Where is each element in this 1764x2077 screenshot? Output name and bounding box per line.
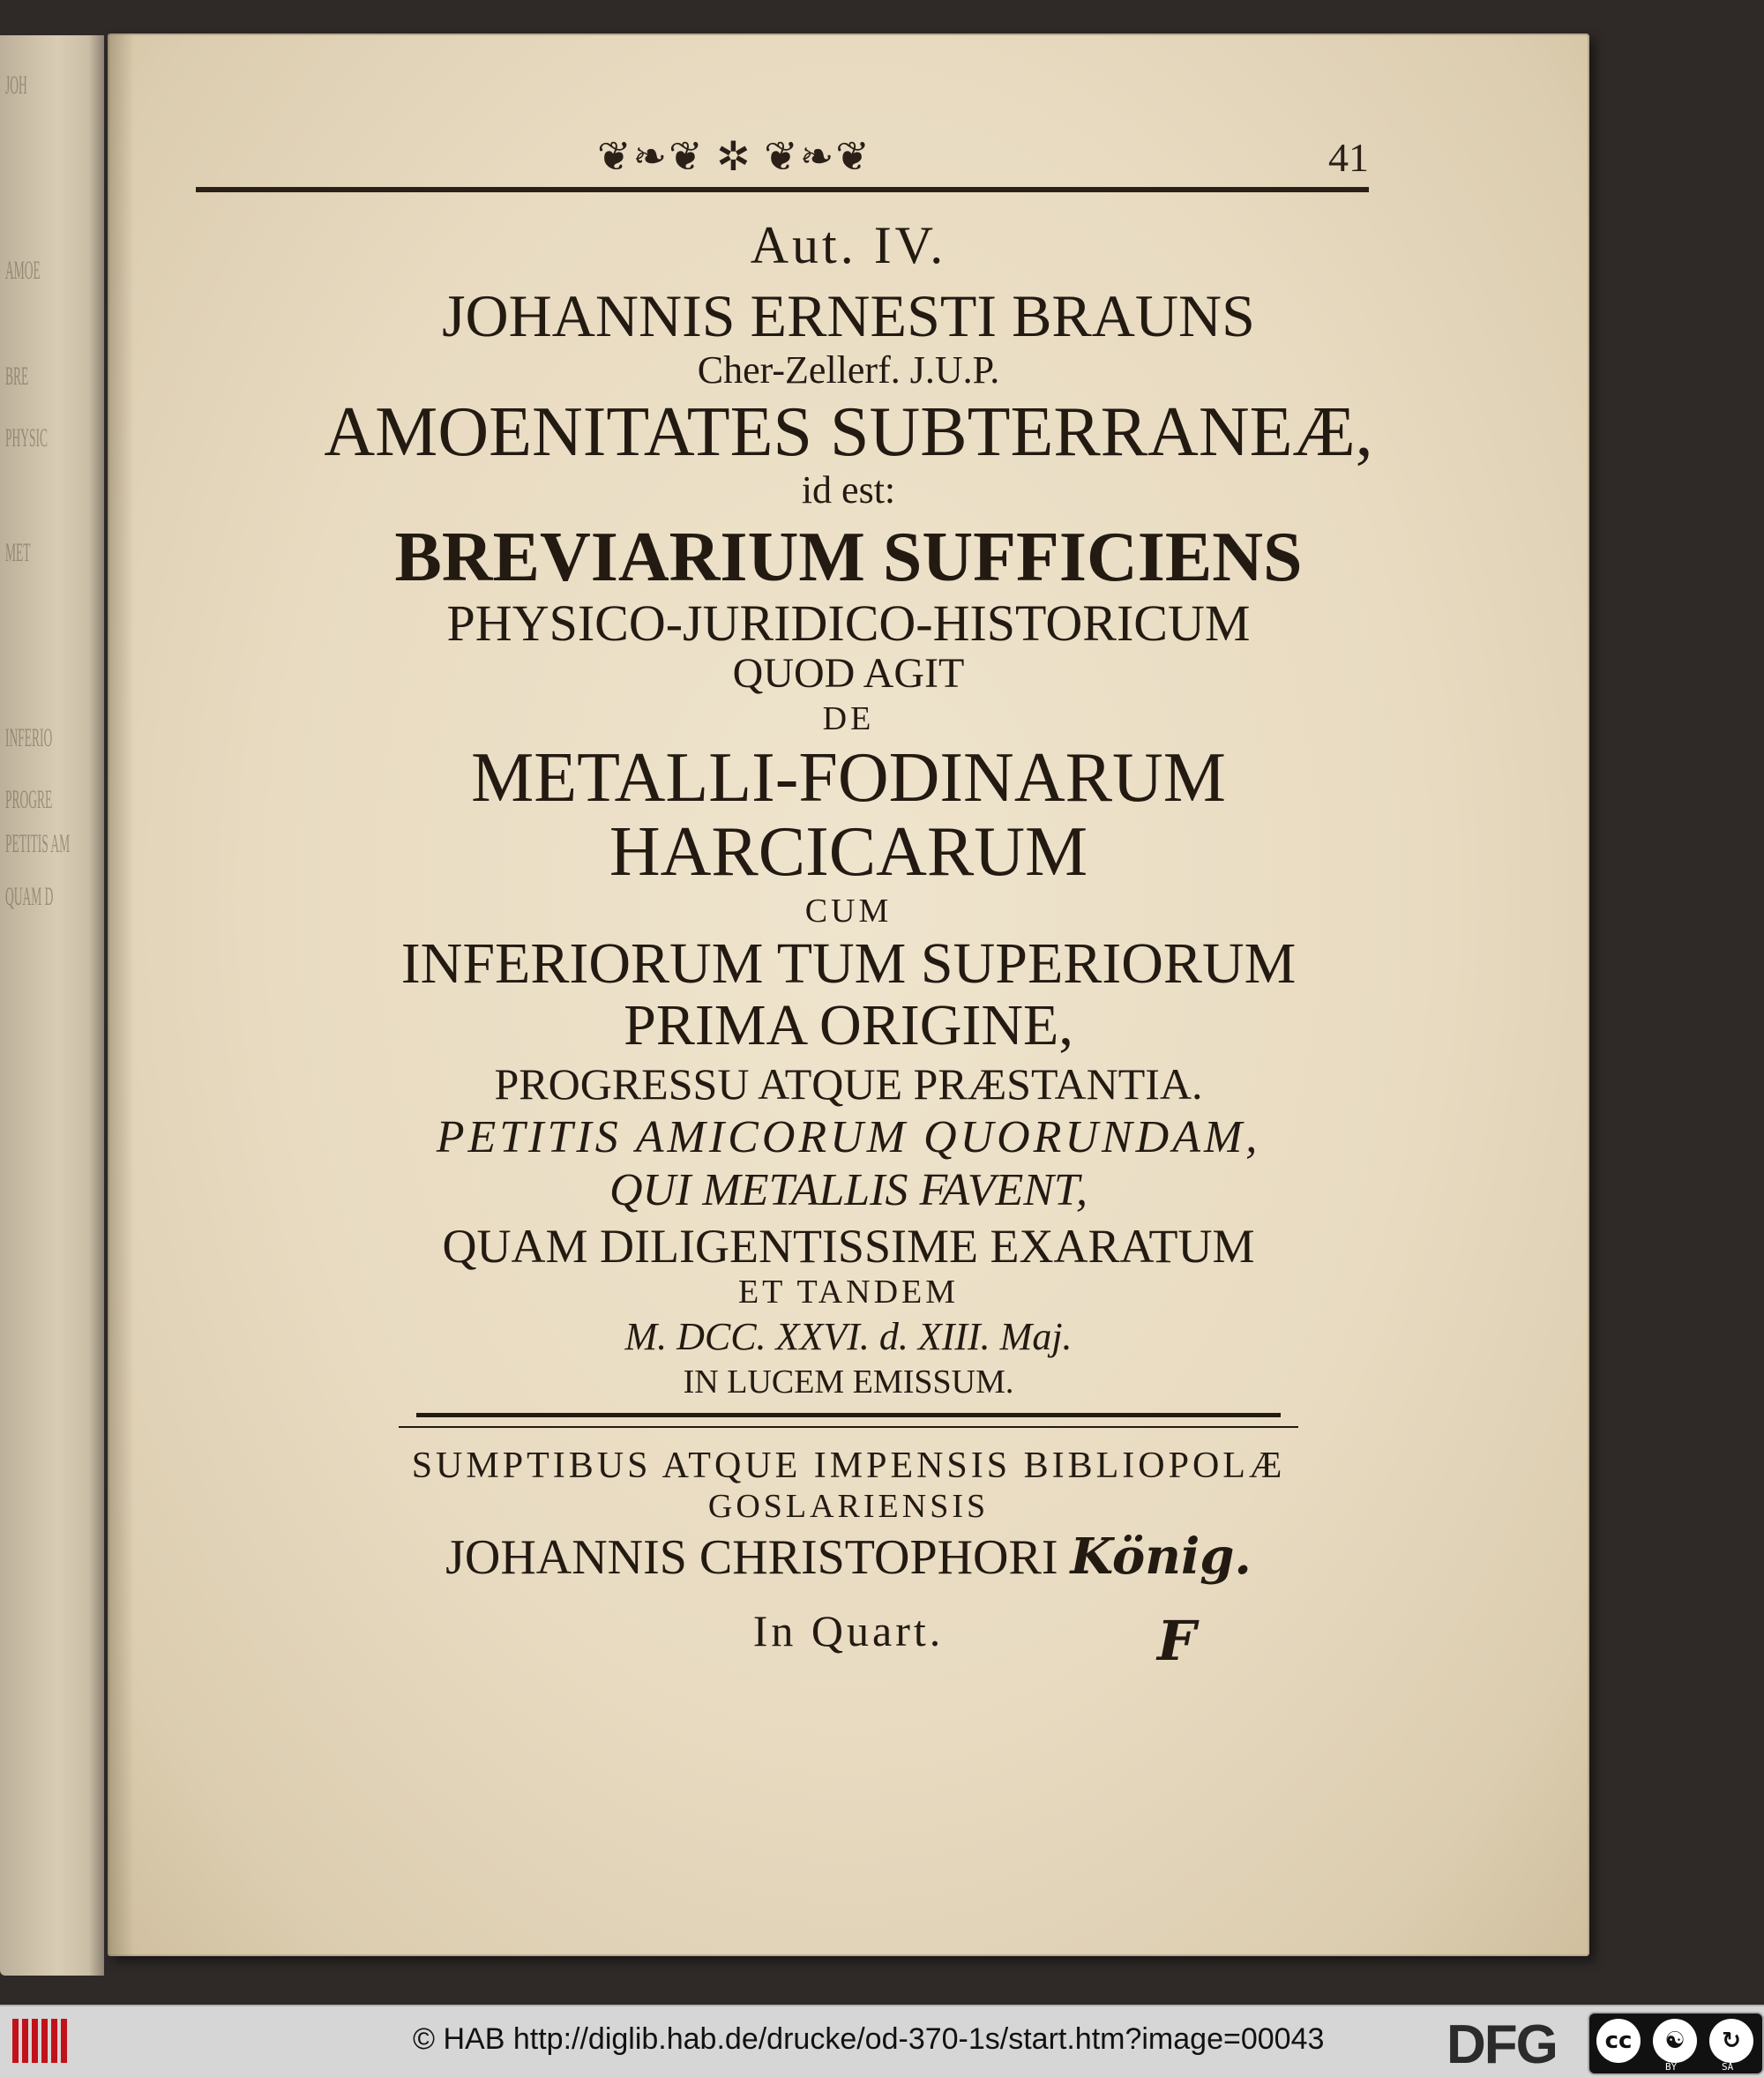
source-credit-link[interactable]: © HAB http://diglib.hab.de/drucke/od-370-1s/start.htm?image=00043 (413, 2022, 1325, 2056)
article-number: Aut. IV. (750, 216, 947, 274)
divider-thin (399, 1426, 1298, 1428)
line-physico: PHYSICO-JURIDICO-HISTORICUM (446, 594, 1251, 652)
ghost-line: PHYSIC (5, 423, 49, 452)
cc-license-badge[interactable] (1588, 2012, 1764, 2075)
line-et-tandem: ET TANDEM (737, 1274, 960, 1311)
viewer-footer (0, 2005, 1764, 2077)
line-prima-origine: PRIMA ORIGINE, (624, 993, 1073, 1057)
ghost-line: PROGRE (5, 785, 53, 814)
ghost-line: QUAM D (5, 882, 54, 911)
line-quam: QUAM DILIGENTISSIME EXARATUM (442, 1220, 1255, 1273)
line-inferiorum: INFERIORUM TUM SUPERIORUM (400, 931, 1297, 996)
title-page (108, 34, 1589, 1956)
line-harcicarum: HARCICARUM (609, 813, 1088, 891)
by-label: BY (1665, 2061, 1678, 2073)
page-number: 41 (1328, 135, 1369, 180)
imprint-publisher (108, 1528, 1589, 1586)
header-rule (196, 187, 1369, 192)
line-qui-metallis: QUI METALLIS FAVENT, (609, 1165, 1088, 1215)
format-row (108, 1606, 1589, 1673)
ghost-line: PETITIS AM (5, 829, 71, 858)
imprint-divider (108, 1413, 1589, 1428)
line-metalli: METALLI-FODINARUM (471, 739, 1226, 817)
format-label: In Quart. (752, 1606, 945, 1655)
publisher-surname: König. (1070, 1528, 1252, 1586)
page-header (196, 99, 1369, 196)
line-quod-agit: QUOD AGIT (732, 650, 965, 697)
line-lucem: IN LUCEM EMISSUM. (683, 1363, 1014, 1401)
author-name: JOHANNIS ERNESTI BRAUNS (442, 282, 1255, 349)
header-ornament: ❦❧❦ ✲ ❦❧❦ (597, 134, 871, 179)
main-title: AMOENITATES SUBTERRANEÆ, (324, 393, 1373, 471)
attribution-icon: ☯ (1653, 2019, 1697, 2063)
line-petitis: PETITIS AMICORUM QUORUNDAM, (436, 1112, 1261, 1162)
ghost-line: AMOE (5, 256, 41, 285)
ghost-line: BRE (5, 362, 29, 391)
sa-label: SA (1722, 2061, 1734, 2073)
cc-icon: cc (1596, 2019, 1641, 2063)
ghost-line: INFERIO (5, 723, 53, 752)
adjacent-page (0, 35, 104, 1976)
line-de: DE (822, 700, 875, 737)
divider-thick (416, 1413, 1281, 1417)
imprint-sumptibus: SUMPTIBUS ATQUE IMPENSIS BIBLIOPOLÆ (411, 1446, 1286, 1486)
line-progressu: PROGRESSU ATQUE PRÆSTANTIA. (494, 1059, 1203, 1109)
dfg-logo[interactable]: DFG (1446, 2014, 1557, 2075)
imprint-goslariensis: GOSLARIENSIS (707, 1488, 990, 1525)
hab-logo-icon[interactable] (12, 2019, 71, 2063)
line-breviarium: BREVIARIUM SUFFICIENS (394, 519, 1303, 596)
id-est: id est: (801, 468, 896, 512)
publisher-name: JOHANNIS CHRISTOPHORI (445, 1530, 1058, 1585)
title-block (108, 201, 1589, 1673)
author-origin: Cher-Zellerf. J.U.P. (697, 348, 1000, 392)
line-cum: CUM (804, 893, 893, 930)
ghost-line: MET (5, 538, 31, 567)
share-alike-icon: ↻ (1709, 2019, 1753, 2063)
ghost-line: JOH (5, 71, 27, 100)
signature-mark: F (1157, 1609, 1197, 1673)
line-date: M. DCC. XXVI. d. XIII. Maj. (624, 1315, 1073, 1358)
